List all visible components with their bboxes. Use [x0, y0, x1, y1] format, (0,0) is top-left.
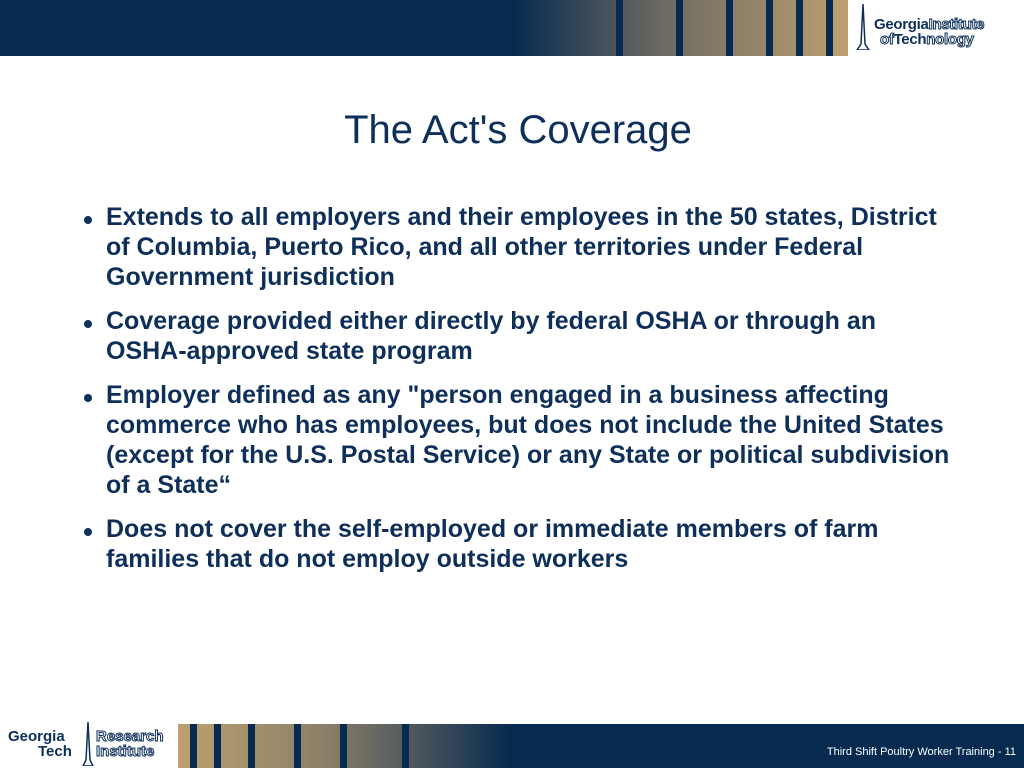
footer-stripe — [214, 724, 221, 768]
footer-stripe — [340, 724, 347, 768]
logo-text-of: of — [880, 31, 894, 48]
bullet-dot-icon — [84, 216, 92, 224]
footer-stripe — [402, 724, 409, 768]
gtri-logo-institute: Institute — [96, 743, 155, 760]
logo-text-georgia: Georgia — [874, 16, 929, 33]
bullet-dot-icon — [84, 320, 92, 328]
bullet-text: Does not cover the self-employed or immediate members of farm families that do not employ outside workers — [106, 515, 879, 573]
gt-tower-icon — [856, 4, 870, 50]
bullet-text: Extends to all employers and their employees in the 50 states, District of Columbia, Puerto Rico, and all other territories under Federal Government jurisdiction — [106, 203, 937, 291]
gtri-logo-tech: Tech — [38, 743, 72, 760]
bullet-list — [80, 202, 960, 588]
gt-tower-icon — [82, 722, 94, 766]
slide-title: The Act's Coverage — [344, 108, 692, 152]
logo-text-institute: Institute — [928, 16, 985, 33]
bullet-item — [80, 306, 960, 366]
header-stripe — [726, 0, 733, 56]
bullet-dot-icon — [84, 528, 92, 536]
bullet-text: Coverage provided either directly by federal OSHA or through an OSHA-approved state program — [106, 307, 877, 365]
bullet-item — [80, 380, 960, 500]
header-stripe — [616, 0, 623, 56]
bullet-item — [80, 202, 960, 292]
header-stripe — [766, 0, 773, 56]
logo-text-nology: nology — [926, 31, 974, 48]
bullet-item — [80, 514, 960, 574]
gtri-logo-research: Research — [96, 728, 164, 745]
header-stripe — [826, 0, 833, 56]
bullet-dot-icon — [84, 394, 92, 402]
logo-text-tech: Tech — [893, 31, 927, 48]
footer-stripe — [248, 724, 255, 768]
gtri-logo-georgia: Georgia — [8, 728, 65, 745]
header-stripe — [676, 0, 683, 56]
footer-stripe — [294, 724, 301, 768]
footer-stripe — [190, 724, 197, 768]
gtri-logo — [0, 710, 178, 768]
georgia-tech-logo — [848, 0, 1024, 56]
logo-line-2 — [880, 31, 974, 48]
bullet-text: Employer defined as any "person engaged in a business affecting commerce who has employees, but does not include the United States (except for the U.S. Postal Service) or any State or political subdivision of a State“ — [106, 381, 950, 499]
header-stripe — [796, 0, 803, 56]
footer-slide-label: Third Shift Poultry Worker Training - 11 — [826, 746, 1016, 758]
